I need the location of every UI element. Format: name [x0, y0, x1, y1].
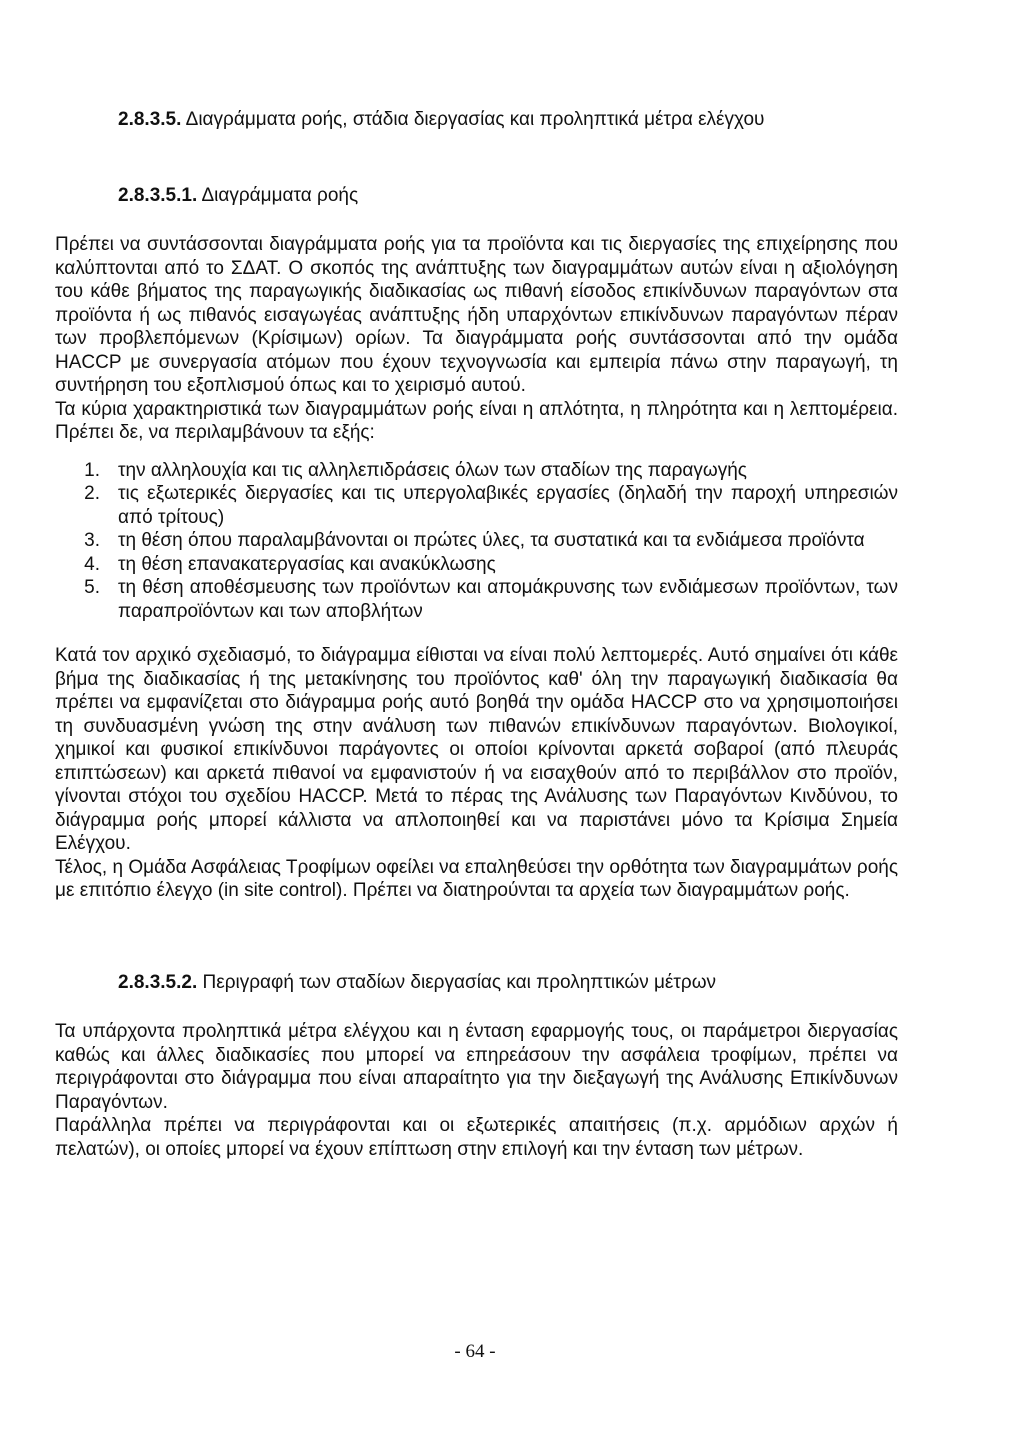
section-title: Διαγράμματα ροής, στάδια διεργασίας και προληπτικά μέτρα ελέγχου	[185, 109, 765, 130]
list-item-text: τις εξωτερικές διεργασίες και τις υπεργολαβικές εργασίες (δηλαδή την παροχή υπηρεσιών από τρίτους)	[118, 483, 898, 528]
section-number: 2.8.3.5.2.	[118, 971, 198, 993]
list-item	[55, 459, 898, 483]
section-heading-2835	[118, 108, 898, 132]
list-item-text: τη θέση όπου παραλαμβάνονται οι πρώτες ύλες, τα συστατικά και τα ενδιάμεσα προϊόντα	[118, 530, 865, 551]
list-item-text: τη θέση αποθέσμευσης των προϊόντων και απομάκρυνσης των ενδιάμεσων προϊόντων, των παραπροϊόντων και των αποβλήτων	[118, 577, 898, 622]
list-item-number: 4.	[84, 553, 100, 575]
section-number: 2.8.3.5.	[118, 109, 182, 130]
list-item-text: την αλληλουχία και τις αλληλεπιδράσεις όλων των σταδίων της παραγωγής	[118, 459, 747, 481]
list-item-number: 1.	[84, 459, 100, 481]
list-item-number: 3.	[84, 530, 100, 551]
page-number: - 64 -	[454, 1341, 496, 1362]
paragraph: Πρέπει να συντάσσονται διαγράμματα ροής για τα προϊόντα και τις διεργασίες της επιχείρησης που καλύπτονται από το ΣΔΑΤ. Ο σκοπός της ανάπτυξης των διαγραμμάτων αυτών είναι η αξιολόγηση του κάθε βήματος της παραγωγικής διαδικασίας ως πιθανή είσοδος επικίνδυνων παραγόντων στα προϊόντα ή ως πιθανός εισαγωγέας ανάπτυξης ήδη υπαρχόντων επικίνδυνων παραγόντων πέραν των προβλεπόμενων (Κρίσιμων) ορίων. Τα διαγράμματα ροής συντάσσονται από την ομάδα HACCP με συνεργασία ατόμων που έχουν τεχνογνωσία και εμπειρία πάνω στην παραγωγή, τη συντήρηση του εξοπλισμού όπως και το χειρισμό αυτού.	[55, 234, 898, 396]
list-item-text: τη θέση επανακατεργασίας και ανακύκλωσης	[118, 553, 496, 575]
list-item	[55, 553, 898, 577]
list-item	[55, 482, 898, 529]
section-heading-28351	[118, 184, 898, 208]
list-item-number: 5.	[84, 577, 100, 598]
section-heading-28352	[118, 971, 898, 995]
section-title: Περιγραφή των σταδίων διεργασίας και προληπτικών μέτρων	[202, 971, 717, 993]
section-number: 2.8.3.5.1.	[118, 184, 198, 206]
paragraph: Τα υπάρχοντα προληπτικά μέτρα ελέγχου και η ένταση εφαρμογής τους, οι παράμετροι διεργασίας καθώς και άλλες διαδικασίες που μπορεί να επηρεάσουν την ασφάλεια τροφίμων, πρέπει να περιγράφονται στο διάγραμμα που είναι απαραίτητο για την διεξαγωγή της Ανάλυσης Επικίνδυνων Παραγόντων.	[55, 1021, 898, 1113]
section-title: Διαγράμματα ροής	[201, 184, 359, 206]
paragraph: Τα κύρια χαρακτηριστικά των διαγραμμάτων ροής είναι η απλότητα, η πληρότητα και η λεπτομέρεια. Πρέπει δε, να περιλαμβάνουν τα εξής:	[55, 398, 898, 443]
document-page	[55, 108, 898, 1161]
paragraph: Κατά τον αρχικό σχεδιασμό, το διάγραμμα είθισται να είναι πολύ λεπτομερές. Αυτό σημαίνει ότι κάθε βήμα της διαδικασίας ή της μετακίνησης του προϊόντος καθ' όλη την παραγωγική διαδικασία θα πρέπει να εμφανίζεται στο διάγραμμα ροής αυτό βοηθά την ομάδα HACCP στο να χρησιμοποιήσει τη συνδυασμένη γνώση της στην ανάλυση των πιθανών επικίνδυνων παραγόντων. Βιολογικοί, χημικοί και φυσικοί επικίνδυνοι παράγοντες οι οποίοι κρίνονται αρκετά σοβαροί (από πλευράς επιπτώσεων) και αρκετά πιθανοί να εμφανιστούν ή να εισαχθούν από το περιβάλλον στο προϊόν, γίνονται στόχοι του σχεδίου HACCP. Μετά το πέρας της Ανάλυσης των Παραγόντων Κινδύνου, το διάγραμμα ροής μπορεί κάλλιστα να απλοποιηθεί και να παριστάνει μόνο τα Κρίσιμα Σημεία Ελέγχου.	[55, 645, 898, 854]
list-item	[55, 529, 898, 553]
requirements-list	[55, 459, 898, 624]
paragraph: Παράλληλα πρέπει να περιγράφονται και οι εξωτερικές απαιτήσεις (π.χ. αρμόδιων αρχών ή πελατών), οι οποίες μπορεί να έχουν επίπτωση στην επιλογή και την ένταση των μέτρων.	[55, 1115, 898, 1160]
list-item-number: 2.	[84, 483, 100, 504]
paragraph: Τέλος, η Ομάδα Ασφάλειας Τροφίμων οφείλει να επαληθεύσει την ορθότητα των διαγραμμάτων ροής με επιτόπιο έλεγχο (in site control). Πρέπει να διατηρούνται τα αρχεία των διαγραμμάτων ροής.	[55, 856, 898, 901]
list-item	[55, 576, 898, 623]
